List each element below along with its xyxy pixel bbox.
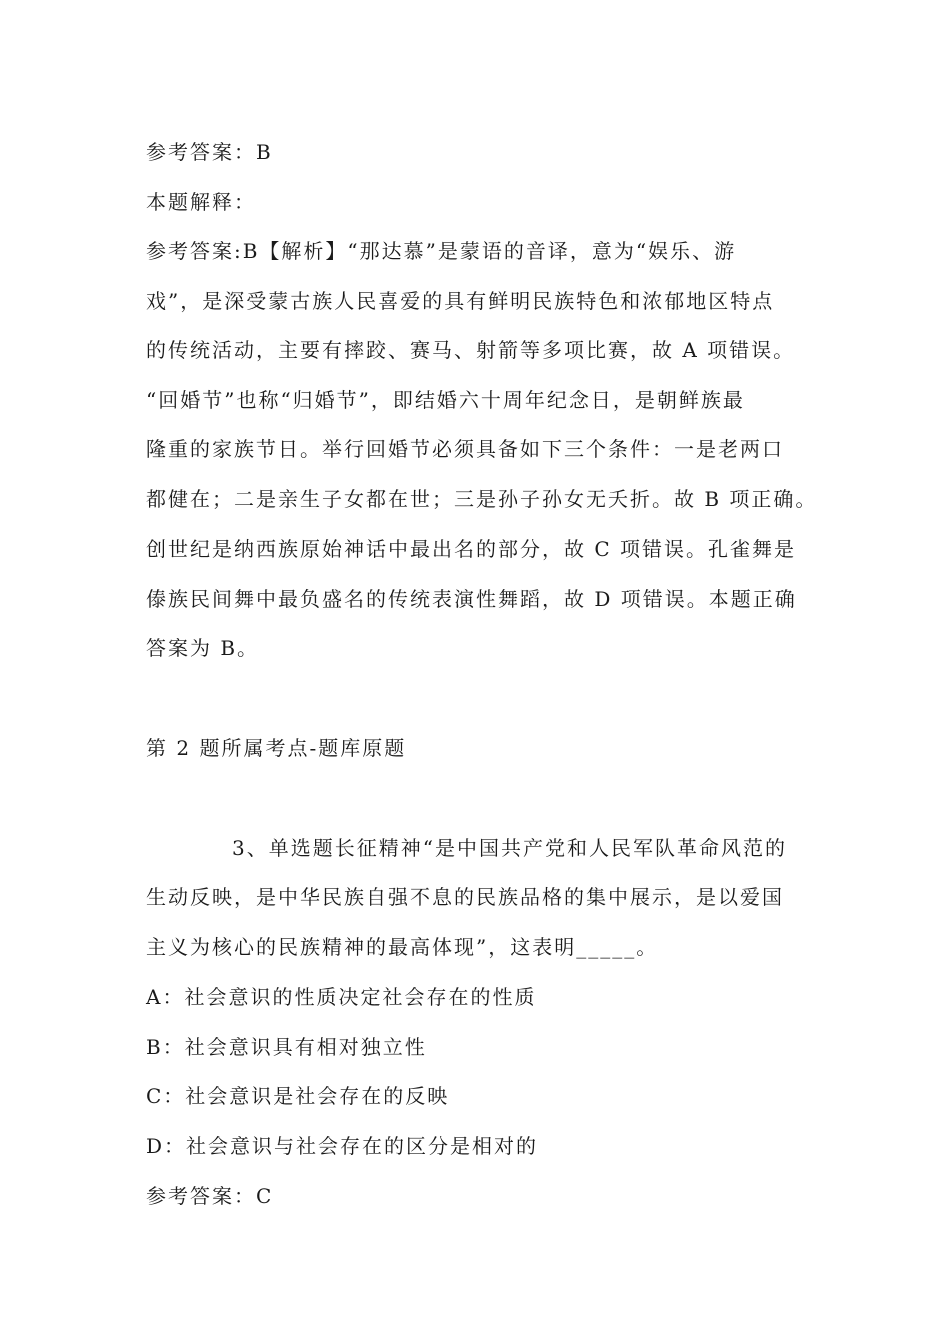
q3-answer: 参考答案：C (146, 1184, 274, 1208)
explanation-line: 参考答案:B【解析】“那达慕”是蒙语的音译，意为“娱乐、游 (146, 239, 737, 263)
option-b: B：社会意识具有相对独立性 (146, 1035, 427, 1059)
explanation-line: 创世纪是纳西族原始神话中最出名的部分，故 C 项错误。孔雀舞是 (146, 537, 797, 561)
explanation-line: 隆重的家族节日。举行回婚节必须具备如下三个条件：一是老两口 (146, 437, 784, 461)
explanation-line: 答案为 B。 (146, 636, 260, 660)
explanation-line: 的传统活动，主要有摔跤、赛马、射箭等多项比赛，故 A 项错误。 (146, 338, 796, 362)
q1-explanation-heading: 本题解释： (146, 190, 256, 214)
explanation-line: 傣族民间舞中最负盛名的传统表演性舞蹈，故 D 项错误。本题正确 (146, 587, 797, 611)
option-d: D：社会意识与社会存在的区分是相对的 (146, 1134, 539, 1158)
q3-stem-line: 3、单选题长征精神“是中国共产党和人民军队革命风范的 (232, 836, 787, 860)
q1-answer: 参考答案：B (146, 140, 273, 164)
q3-stem-line: 生动反映，是中华民族自强不息的民族品格的集中展示，是以爱国 (146, 885, 784, 909)
explanation-line: 戏”，是深受蒙古族人民喜爱的具有鲜明民族特色和浓郁地区特点 (146, 289, 775, 313)
explanation-line: “回婚节”也称“归婚节”，即结婚六十周年纪念日，是朝鲜族最 (146, 388, 745, 412)
explanation-line: 都健在；二是亲生子女都在世；三是孙子孙女无夭折。故 B 项正确。 (146, 487, 818, 511)
option-c: C：社会意识是社会存在的反映 (146, 1084, 450, 1108)
q3-stem-line: 主义为核心的民族精神的最高体现”，这表明_____。 (146, 935, 659, 959)
option-a: A：社会意识的性质决定社会存在的性质 (146, 985, 537, 1009)
q2-source: 第 2 题所属考点-题库原题 (146, 736, 407, 760)
